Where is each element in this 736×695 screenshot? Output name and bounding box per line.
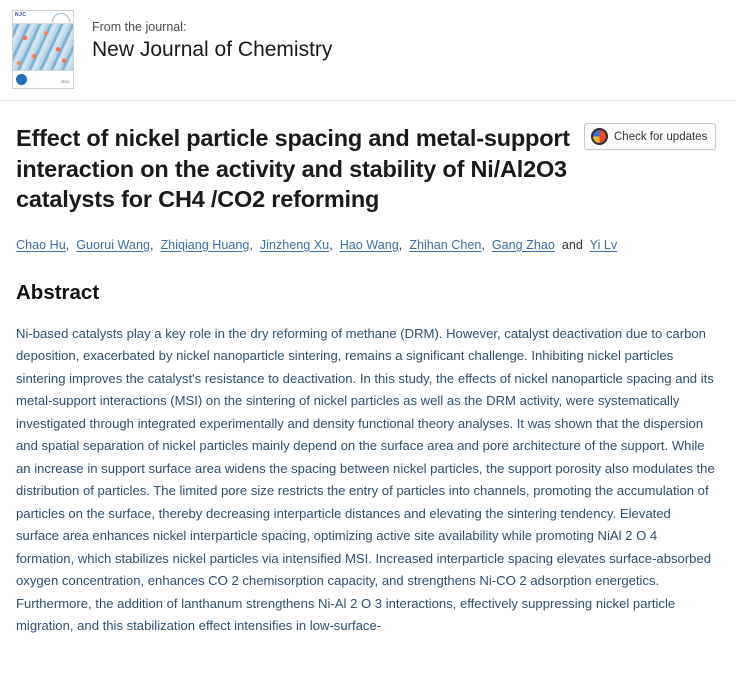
article-content [0, 101, 736, 638]
author-separator: , [398, 237, 410, 252]
author-separator: , [149, 237, 161, 252]
abstract-text: Ni-based catalysts play a key role in the dry reforming of methane (DRM). However, catalyst deactivation due to carbon deposition, exacerbated by nickel nanoparticle sintering, remains a significant challenge. Inhibiting nickel particles sintering improves the catalyst's resistance to deactivation. In this study, the effects of nickel nanoparticle spacing and its metal-support interactions (MSI) on the sintering of nickel particles as well as the DRM activity, were systematically investigated through integrated experimentally and density functional theory analyses. It was shown that the dispersion and spatial separation of nickel particles mainly depend on the surface area and pore architecture of the support. While an increase in support surface area widens the spacing between nickel particles, the support porosity also modulates the distribution of particles. The limited pore size restricts the entry of particles into channels, promoting the accumulation of particles on the surface, thereby decreasing interparticle distances and elevating the sintering tendency. Elevated surface area enhances nickel interparticle spacing, optimizing active site availability while promoting NiAl 2 O 4 formation, which stabilizes nickel particles via intensified MSI. Increased interparticle spacing elevates surface-absorbed oxygen concentration, enhances CO 2 chemisorption capacity, and strengthens Ni-CO 2 adsorption energetics. Furthermore, the addition of lanthanum strengthens Ni-Al 2 O 3 interactions, effectively suppressing nickel particle migration, and this stabilization effect intensifies in low-surface- [16, 325, 715, 634]
page-title: Effect of nickel particle spacing and metal-support interaction on the activity and stability of Ni/Al2O3 catalysts for CH4 /CO2 reforming [16, 125, 570, 213]
author-separator: , [481, 237, 492, 252]
author-link[interactable]: Chao Hu [16, 237, 66, 252]
cover-journal-abbrev: NJC [15, 12, 27, 18]
author-separator: , [329, 237, 340, 252]
author-link[interactable]: Yi Lv [589, 237, 618, 252]
cover-artwork [13, 24, 73, 70]
crossmark-icon [591, 128, 608, 145]
author-separator: , [65, 237, 77, 252]
author-link[interactable]: Gang Zhao [491, 237, 555, 252]
journal-title[interactable]: New Journal of Chemistry [92, 38, 333, 61]
journal-info [92, 10, 332, 62]
author-conjunction: and [554, 237, 590, 252]
cover-footer [13, 70, 73, 88]
journal-header [0, 0, 736, 101]
author-link[interactable]: Jinzheng Xu [259, 237, 330, 252]
author-link[interactable]: Hao Wang [339, 237, 399, 252]
author-link[interactable]: Guorui Wang [76, 237, 150, 252]
cover-caption: RSC [61, 79, 70, 84]
author-link[interactable]: Zhiqiang Huang [160, 237, 250, 252]
author-link[interactable]: Zhihan Chen [409, 237, 482, 252]
journal-cover-thumbnail[interactable] [12, 10, 74, 89]
abstract-heading: Abstract [16, 280, 100, 304]
author-separator: , [249, 237, 260, 252]
check-for-updates-button[interactable] [584, 123, 716, 150]
from-journal-label: From the journal: [92, 20, 187, 34]
check-for-updates-label: Check for updates [614, 130, 708, 143]
author-list [16, 235, 716, 255]
publisher-logo-icon [16, 74, 27, 85]
